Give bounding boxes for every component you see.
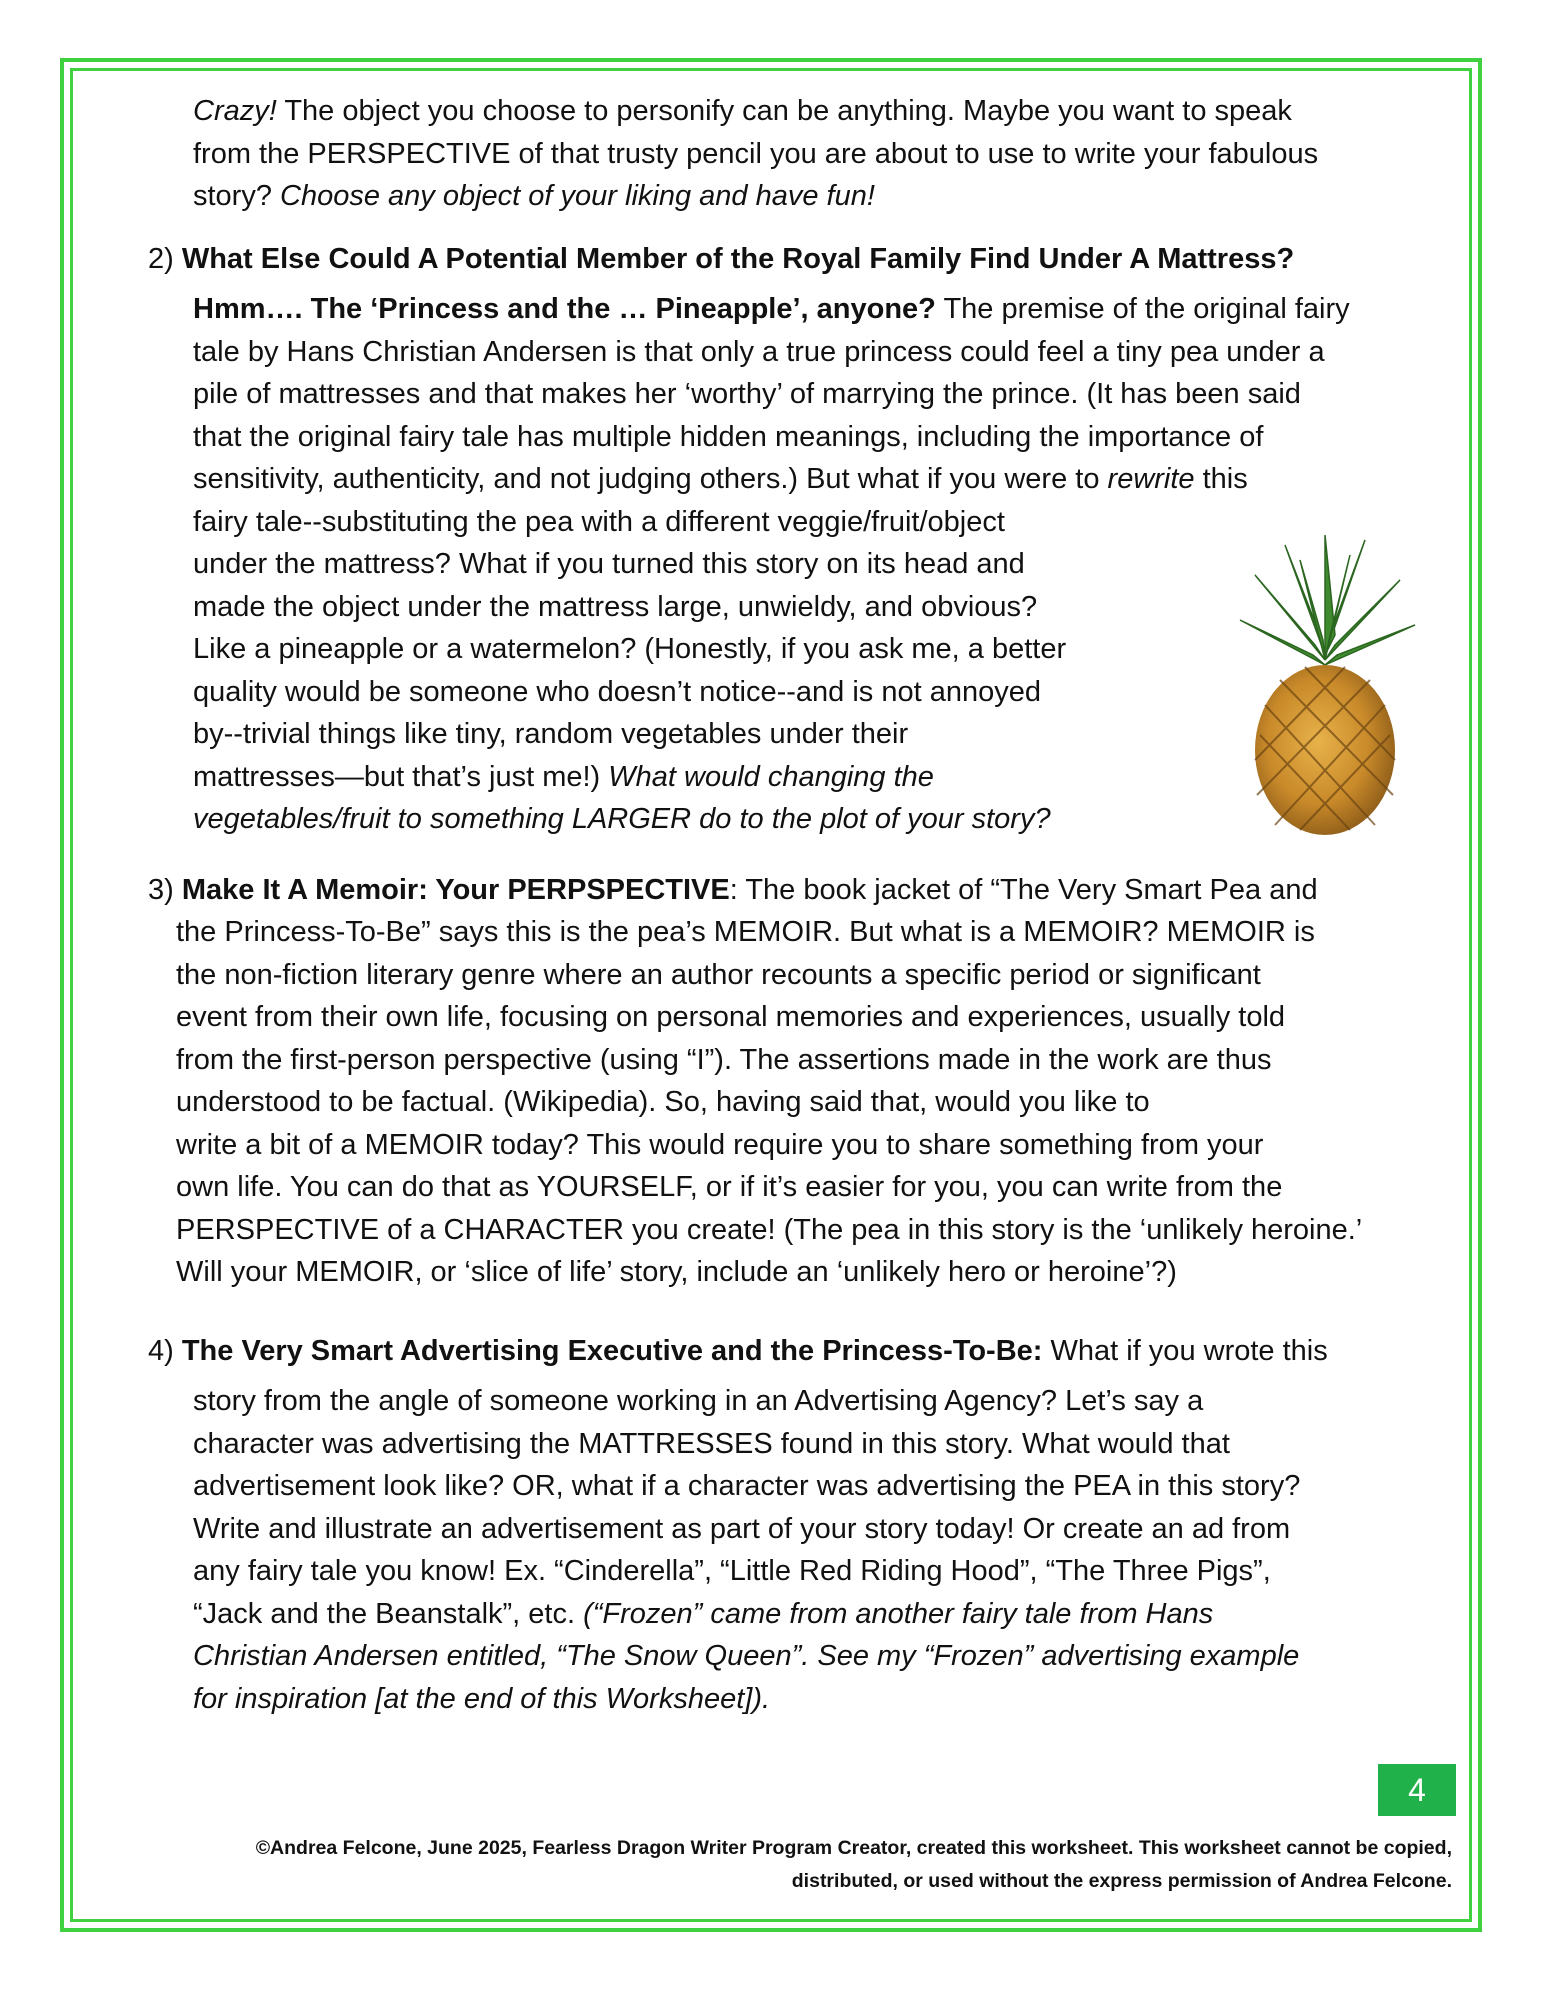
body-text: sensitivity, authenticity, and not judging others.) But what if you were to xyxy=(193,463,1108,495)
body-text: story from the angle of someone working in an Advertising Agency? Let’s say a xyxy=(193,1385,1204,1417)
intro-text: story? xyxy=(193,180,281,212)
body-text: the non-fiction literary genre where an author recounts a specific period or significant xyxy=(176,958,1261,991)
copyright-footer xyxy=(256,1832,1452,1898)
body-text: pile of mattresses and that makes her ‘worthy’ of marrying the prince. (It has been said xyxy=(193,378,1301,410)
body-text: under the mattress? What if you turned this story on its head and xyxy=(193,548,1025,580)
body-text: quality would be someone who doesn’t notice--and is not annoyed xyxy=(193,675,1041,708)
body-text: write a bit of a MEMOIR today? This would require you to share something from your xyxy=(176,1128,1264,1161)
intro-italic: Crazy! xyxy=(193,95,277,127)
item-2-heading xyxy=(148,238,1294,281)
body-text: that the original fairy tale has multiple hidden meanings, including the importance of xyxy=(193,420,1264,453)
body-text: : The book jacket of “The Very Smart Pea and xyxy=(729,874,1318,906)
body-text: from the first-person perspective (using “I”). The assertions made in the work are thus xyxy=(176,1043,1272,1076)
footer-line: distributed, or used without the express permission of Andrea Felcone. xyxy=(791,1870,1452,1892)
body-italic: rewrite xyxy=(1107,463,1195,495)
item-title: The Very Smart Advertising Executive and the Princess-To-Be: xyxy=(181,1335,1043,1367)
body-text: tale by Hans Christian Andersen is that only a true princess could feel a tiny pea under a xyxy=(193,335,1325,368)
body-text: What if you wrote this xyxy=(1042,1335,1328,1367)
body-italic: What would changing the xyxy=(608,760,934,793)
item-3-body xyxy=(176,911,1362,1294)
page-number: 4 xyxy=(1378,1764,1456,1816)
body-italic: for inspiration [at the end of this Worksheet]). xyxy=(193,1682,771,1715)
body-text: mattresses—but that’s just me!) xyxy=(193,760,609,793)
body-italic: (“Frozen” came from another fairy tale from Hans xyxy=(583,1597,1214,1630)
item-2-body xyxy=(193,288,1350,841)
body-text: understood to be factual. (Wikipedia). So, having said that, would you like to xyxy=(176,1086,1150,1118)
body-text: the Princess-To-Be” says this is the pea’s MEMOIR. But what is a MEMOIR? MEMOIR is xyxy=(176,916,1315,948)
footer-line: ©Andrea Felcone, June 2025, Fearless Dragon Writer Program Creator, created this worksheet. This worksheet cannot be copied, xyxy=(255,1837,1452,1859)
item-4-heading xyxy=(148,1330,1328,1373)
body-italic: Christian Andersen entitled, “The Snow Queen”. See my “Frozen” advertising example xyxy=(193,1640,1300,1672)
item-title: Make It A Memoir: Your PERPSPECTIVE xyxy=(181,874,730,906)
item-3 xyxy=(148,869,1318,912)
item-number: 4) xyxy=(148,1335,182,1367)
pineapple-image xyxy=(1225,535,1425,835)
intro-italic: Choose any object of your liking and have fun! xyxy=(280,180,875,212)
body-text: made the object under the mattress large, unwieldy, and obvious? xyxy=(193,590,1038,623)
item-number: 2) xyxy=(148,243,182,275)
body-text: advertisement look like? OR, what if a character was advertising the PEA in this story? xyxy=(193,1470,1301,1502)
body-text: Like a pineapple or a watermelon? (Honestly, if you ask me, a better xyxy=(193,633,1067,665)
body-text: “Jack and the Beanstalk”, etc. xyxy=(193,1597,584,1630)
body-italic: vegetables/fruit to something LARGER do to the plot of your story? xyxy=(193,803,1051,835)
body-text: by--trivial things like tiny, random vegetables under their xyxy=(193,718,909,750)
intro-text: The object you choose to personify can be anything. Maybe you want to speak xyxy=(276,95,1292,127)
body-text: The premise of the original fairy xyxy=(935,293,1350,325)
body-text: Will your MEMOIR, or ‘slice of life’ story, include an ‘unlikely hero or heroine’?) xyxy=(176,1256,1177,1288)
body-text: event from their own life, focusing on personal memories and experiences, usually told xyxy=(176,1001,1286,1033)
body-text: character was advertising the MATTRESSES found in this story. What would that xyxy=(193,1427,1230,1460)
body-text: any fairy tale you know! Ex. “Cinderella”, “Little Red Riding Hood”, “The Three Pigs”, xyxy=(193,1555,1271,1587)
body-text: PERSPECTIVE of a CHARACTER you create! (The pea in this story is the ‘unlikely heroine.’ xyxy=(176,1213,1363,1246)
item-number: 3) xyxy=(148,874,182,906)
intro-paragraph xyxy=(193,90,1318,218)
item-subheading: Hmm…. The ‘Princess and the … Pineapple’, anyone? xyxy=(193,293,936,325)
body-text: this xyxy=(1194,463,1248,495)
body-text: own life. You can do that as YOURSELF, or if it’s easier for you, you can write from the xyxy=(176,1171,1283,1203)
body-text: Write and illustrate an advertisement as part of your story today! Or create an ad from xyxy=(193,1512,1291,1545)
intro-text: from the PERSPECTIVE of that trusty pencil you are about to use to write your fabulous xyxy=(193,137,1319,170)
body-text: fairy tale--substituting the pea with a different veggie/fruit/object xyxy=(193,505,1005,538)
item-title: What Else Could A Potential Member of the Royal Family Find Under A Mattress? xyxy=(181,243,1295,275)
item-4-body xyxy=(193,1380,1300,1720)
